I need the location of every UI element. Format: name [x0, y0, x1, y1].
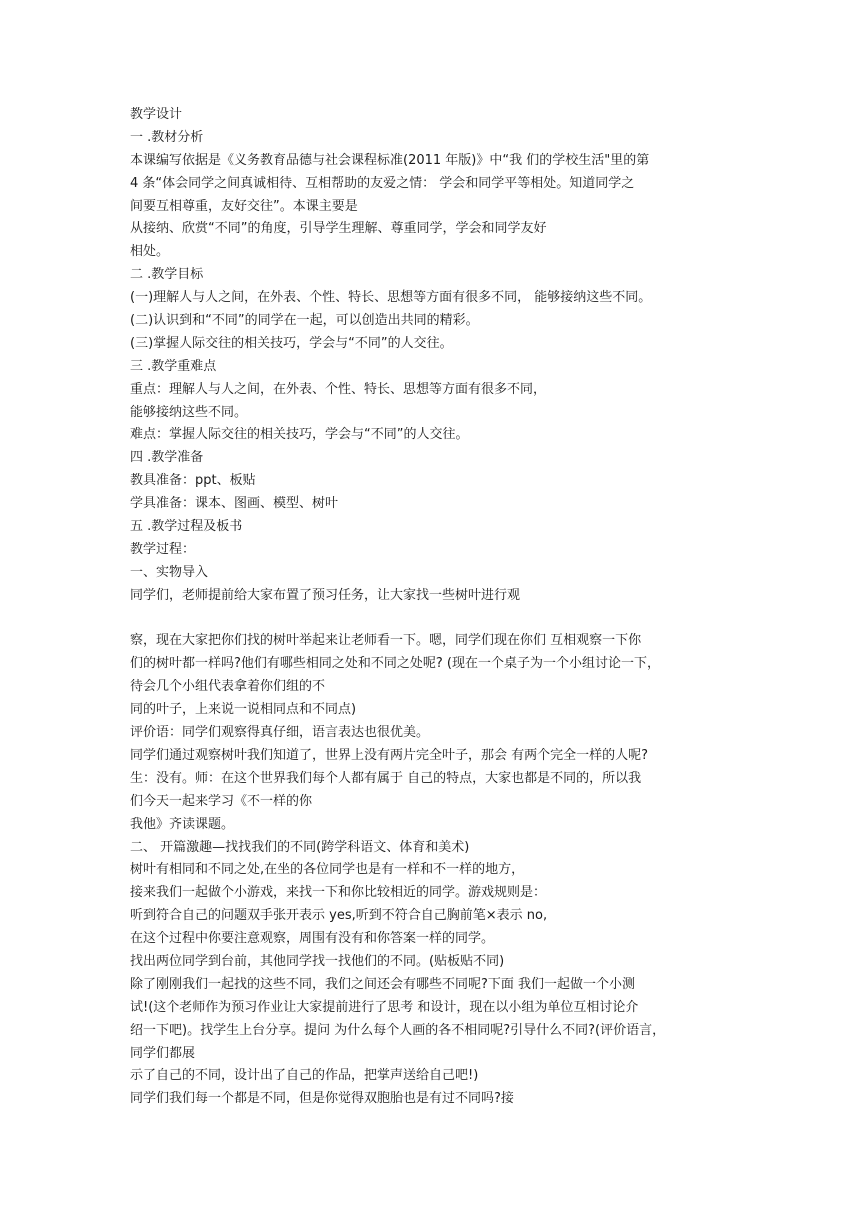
document-title: 教学设计: [130, 107, 183, 122]
text-line: 同学们，老师提前给大家布置了预习任务，让大家找一些树叶进行观: [130, 587, 521, 603]
text-line: 我他》齐读课题。: [130, 816, 235, 832]
text-line: 在这个过程中你要注意观察，周围有没有和你答案一样的同学。: [130, 931, 495, 947]
subsection-heading: 二、 开篇激趣—找找我们的不同(跨学科语文、体育和美术): [130, 839, 470, 855]
section-heading: 五 .教学过程及板书: [130, 519, 243, 535]
text-line: 树叶有相同和不同之处,在坐的各位同学也是有一样和不一样的地方，: [130, 862, 525, 878]
text-line: 同的叶子，上来说一说相同点和不同点): [130, 702, 357, 718]
text-line: 们的树叶都一样吗?他们有哪些相同之处和不同之处呢? (现在一个桌子为一个小组讨论一下，: [130, 656, 661, 672]
text-line: 评价语：同学们观察得真仔细，语言表达也很优美。: [130, 725, 430, 741]
text-line: 难点：掌握人际交往的相关技巧，学会与“不同”的人交往。: [130, 427, 469, 443]
text-line: 除了刚刚我们一起找的这些不同，我们之间还会有哪些不同呢?下面 我们一起做一个小测: [130, 976, 636, 992]
text-line: 能够接纳这些不同。: [130, 404, 248, 420]
section-heading: 三 .教学重难点: [130, 358, 217, 374]
text-line: 间要互相尊重，友好交往”。本课主要是: [130, 198, 358, 214]
text-line: 同学们我们每一个都是不同，但是你觉得双胞胎也是有过不同吗?接: [130, 1091, 514, 1107]
text-line: 察，现在大家把你们找的树叶举起来让老师看一下。嗯，同学们现在你们 互相观察一下你: [130, 633, 642, 649]
text-line: 接来我们一起做个小游戏，来找一下和你比较相近的同学。游戏规则是：: [130, 885, 547, 901]
text-line: 绍一下吧)。找学生上台分享。提问 为什么每个人画的各不相同呢?引导什么不同?(评价语言，: [130, 1022, 666, 1038]
text-line: (一)理解人与人之间，在外表、个性、特长、思想等方面有很多不同， 能够接纳这些不同。: [130, 290, 652, 306]
text-line: 们今天一起来学习《不一样的你: [130, 793, 313, 809]
text-line: 学具准备：课本、图画、模型、树叶: [130, 496, 339, 512]
document-page: [130, 104, 742, 1111]
section-heading: 一 .教材分析: [130, 129, 204, 145]
text-line: 本课编写依据是《义务教育品德与社会课程标准(2011 年版)》中“我 们的学校生活"里的第: [130, 152, 650, 168]
text-line: 教具准备：ppt、板贴: [130, 473, 256, 489]
text-line: 重点：理解人与人之间，在外表、个性、特长、思想等方面有很多不同，: [130, 381, 547, 397]
text-line: 同学们都展: [130, 1045, 196, 1061]
text-line: 示了自己的不同，设计出了自己的作品，把掌声送给自己吧!): [130, 1068, 479, 1084]
text-line: 同学们通过观察树叶我们知道了，世界上没有两片完全叶子，那会 有两个完全一样的人呢?: [130, 747, 649, 763]
section-heading: 二 .教学目标: [130, 267, 204, 283]
text-line: 找出两位同学到台前，其他同学找一找他们的不同。(贴板贴不同): [130, 953, 505, 969]
text-line: 生：没有。师：在这个世界我们每个人都有属于 自己的特点，大家也都是不同的，所以我: [130, 770, 642, 786]
text-line: 待会几个小组代表拿着你们组的不: [130, 679, 326, 695]
text-line: 从接纳、欣赏“不同”的角度，引导学生理解、尊重同学，学会和同学友好: [130, 221, 547, 237]
text-line: (二)认识到和“不同”的同学在一起，可以创造出共同的精彩。: [130, 313, 479, 329]
subsection-heading: 一、实物导入: [130, 564, 209, 580]
blank-line: [130, 608, 742, 631]
section-heading: 四 .教学准备: [130, 450, 204, 466]
text-line: 听到符合自己的问题双手张开表示 yes,听到不符合自己胸前笔×表示 no,: [130, 908, 548, 924]
text-line: 试!(这个老师作为预习作业让大家提前进行了思考 和设计，现在以小组为单位互相讨论介: [130, 999, 639, 1015]
text-line: (三)掌握人际交往的相关技巧，学会与“不同”的人交往。: [130, 335, 453, 351]
text-line: 教学过程：: [130, 541, 196, 557]
text-line: 相处。: [130, 244, 170, 260]
text-line: 4 条“体会同学之间真诚相待、互相帮助的友爱之情： 学会和同学平等相处。知道同学之: [130, 175, 635, 191]
